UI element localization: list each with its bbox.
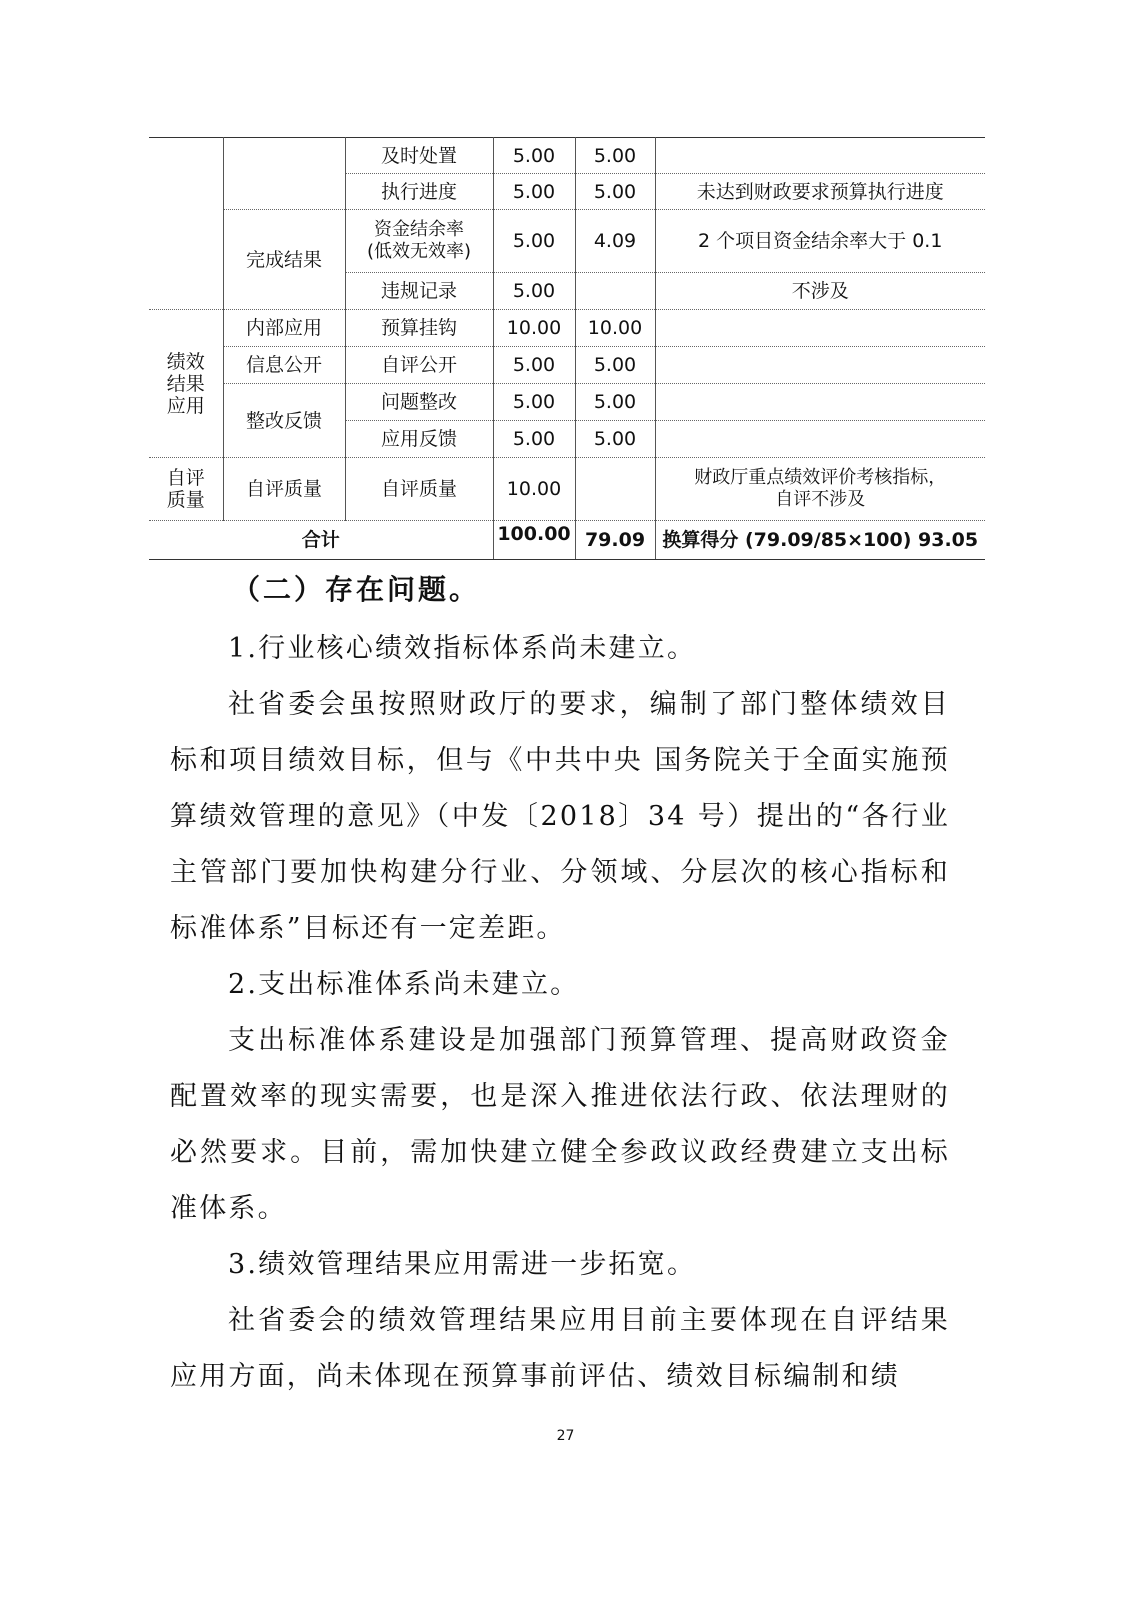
weight-cell: 5.00: [493, 174, 575, 210]
table-row: [149, 347, 985, 384]
weight-cell: 5.00: [493, 347, 575, 384]
score-cell: 5.00: [575, 138, 655, 174]
total-note: 换算得分 (79.09/85×100) 93.05: [655, 521, 985, 560]
category-line-2: 结果: [166, 372, 205, 395]
note-cell: [655, 138, 985, 174]
subheading-3: 3.绩效管理结果应用需进一步拓宽。: [228, 1249, 697, 1280]
subcategory-cell: [223, 210, 345, 310]
indicator-cell: 及时处置: [345, 138, 493, 174]
weight-cell: 10.00: [493, 458, 575, 521]
note-cell: [655, 310, 985, 347]
indicator-cell: [345, 210, 493, 273]
subcategory-cell: 整改反馈: [223, 384, 345, 458]
score-cell: 5.00: [575, 384, 655, 421]
total-weight-value: 100.00: [497, 523, 571, 545]
weight-cell: 5.00: [493, 210, 575, 273]
subheading-1: 1.行业核心绩效指标体系尚未建立。: [228, 633, 697, 664]
note-cell: [655, 458, 985, 521]
category-cell: [149, 458, 223, 521]
score-cell: [575, 273, 655, 310]
paragraph-2: 支出标准体系建设是加强部门预算管理、提高财政资金配置效率的现实需要，也是深入推进依法行政、依法理财的必然要求。目前，需加快建立健全参政议政经费建立支出标准体系。: [170, 1025, 950, 1224]
note-cell: [655, 421, 985, 458]
category-line-1: 自评: [166, 467, 205, 489]
section-heading: （二）存在问题。: [232, 573, 481, 606]
total-weight: [493, 521, 575, 560]
note-cell: 不涉及: [655, 273, 985, 310]
indicator-cell: 违规记录: [345, 273, 493, 310]
table-row: [149, 458, 985, 521]
page-number: 27: [556, 1428, 575, 1444]
score-cell: [575, 458, 655, 521]
indicator-cell: 执行进度: [345, 174, 493, 210]
weight-cell: 5.00: [493, 421, 575, 458]
note-line-2: 自评不涉及: [775, 489, 866, 510]
category-cell: [149, 310, 223, 458]
total-score: 79.09: [575, 521, 655, 560]
subcategory-cell: [223, 138, 345, 210]
score-cell: 5.00: [575, 174, 655, 210]
score-cell: 5.00: [575, 421, 655, 458]
subheading-2: 2.支出标准体系尚未建立。: [228, 969, 580, 1000]
note-line-1: 财政厅重点绩效评价考核指标，: [694, 467, 947, 488]
category-line-3: 应用: [166, 394, 205, 417]
category-line-1: 绩效: [166, 350, 205, 373]
note-cell: 未达到财政要求预算执行进度: [655, 174, 985, 210]
indicator-cell: 自评公开: [345, 347, 493, 384]
score-cell: 4.09: [575, 210, 655, 273]
performance-score-table: [149, 137, 985, 560]
table-row: [149, 310, 985, 347]
subcategory-label: 完成结果: [245, 248, 322, 271]
table-row: [149, 384, 985, 421]
paragraph-1: 社省委会虽按照财政厅的要求，编制了部门整体绩效目标和项目绩效目标，但与《中共中央 国务院关于全面实施预算绩效管理的意见》（中发〔2018〕34 号）提出的“各行业主管部门要加快构建分行业、分领域、分层次的核心指标和标准体系”目标还有一定差距。: [170, 689, 950, 944]
weight-cell: 5.00: [493, 138, 575, 174]
category-line-2: 质量: [166, 489, 205, 511]
subcategory-cell: 信息公开: [223, 347, 345, 384]
total-row: [149, 521, 985, 560]
indicator-cell: 预算挂钩: [345, 310, 493, 347]
subcategory-cell: 内部应用: [223, 310, 345, 347]
score-cell: 5.00: [575, 347, 655, 384]
indicator-cell: 自评质量: [345, 458, 493, 521]
indicator-cell: 应用反馈: [345, 421, 493, 458]
table-row: [149, 138, 985, 174]
score-cell: 10.00: [575, 310, 655, 347]
weight-cell: 10.00: [493, 310, 575, 347]
note-cell: 2 个项目资金结余率大于 0.1: [655, 210, 985, 273]
indicator-line-2: (低效无效率): [366, 241, 472, 262]
subcategory-cell: 自评质量: [223, 458, 345, 521]
note-cell: [655, 384, 985, 421]
category-cell: [149, 138, 223, 310]
total-label: 合计: [149, 521, 493, 560]
indicator-cell: 问题整改: [345, 384, 493, 421]
weight-cell: 5.00: [493, 384, 575, 421]
indicator-line-1: 资金结余率: [374, 219, 464, 240]
paragraph-3: 社省委会的绩效管理结果应用目前主要体现在自评结果应用方面，尚未体现在预算事前评估、绩效目标编制和绩: [170, 1305, 950, 1392]
table-row: [149, 210, 985, 273]
note-cell: [655, 347, 985, 384]
weight-cell: 5.00: [493, 273, 575, 310]
